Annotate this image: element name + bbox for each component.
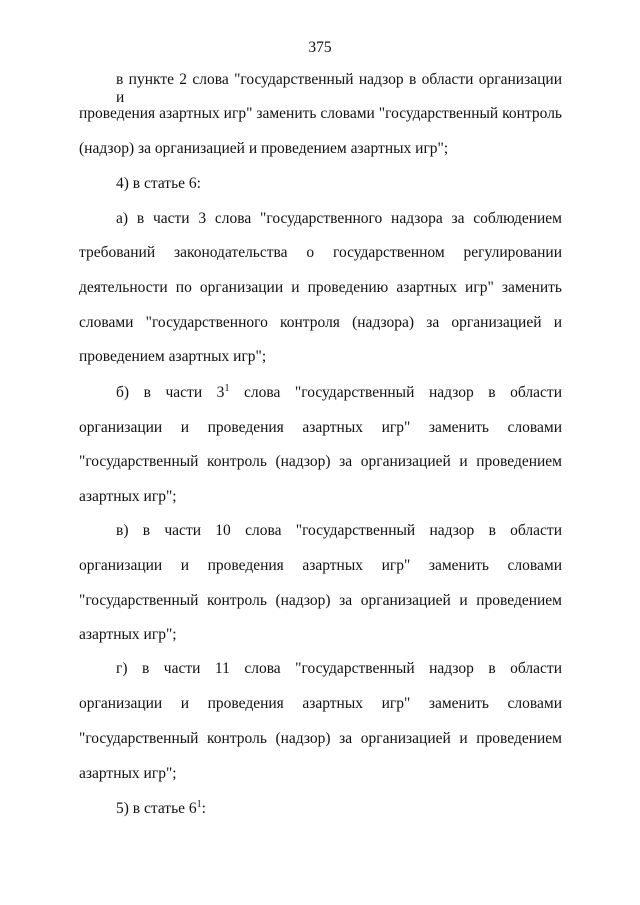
- text-line: словами "государственного контроля (надзора) за организацией и: [79, 314, 562, 331]
- line-part: :: [201, 800, 206, 817]
- text-line: азартных игр";: [79, 488, 177, 505]
- text-line: азартных игр";: [79, 626, 177, 643]
- text-line: 4) в статье 6:: [116, 175, 201, 192]
- text-line: требований законодательства о государственном регулировании: [79, 244, 562, 261]
- line-part: слова "государственный надзор в области: [229, 384, 562, 401]
- superscript: 1: [196, 799, 202, 810]
- text-line: "государственный контроль (надзор) за организацией и проведением: [79, 730, 562, 747]
- text-line: а) в части 3 слова "государственного надзора за соблюдением: [116, 210, 562, 227]
- text-line: азартных игр";: [79, 765, 177, 782]
- text-line: деятельности по организации и проведению азартных игр" заменить: [79, 279, 562, 296]
- text-line: организации и проведения азартных игр" заменить словами: [79, 419, 562, 436]
- text-line: "государственный контроль (надзор) за организацией и проведением: [79, 453, 562, 470]
- text-line: проведением азартных игр";: [79, 348, 267, 365]
- text-line: г) в части 11 слова "государственный надзор в области: [116, 660, 562, 677]
- text-line: в) в части 10 слова "государственный надзор в области: [116, 522, 562, 539]
- line-part: 5) в статье 6: [116, 800, 197, 817]
- page-number: 375: [308, 39, 332, 56]
- text-line: (надзор) за организацией и проведением азартных игр";: [79, 140, 449, 157]
- line-part: б) в части 3: [116, 384, 225, 401]
- text-line: [116, 800, 206, 818]
- text-line: "государственный контроль (надзор) за организацией и проведением: [79, 592, 562, 609]
- text-line: [116, 384, 562, 402]
- text-line: проведения азартных игр" заменить словами "государственный контроль: [79, 105, 562, 122]
- text-line: в пункте 2 слова "государственный надзор в области организации и: [116, 71, 562, 106]
- superscript: 1: [224, 383, 230, 394]
- text-line: организации и проведения азартных игр" заменить словами: [79, 557, 562, 574]
- text-line: организации и проведения азартных игр" заменить словами: [79, 695, 562, 712]
